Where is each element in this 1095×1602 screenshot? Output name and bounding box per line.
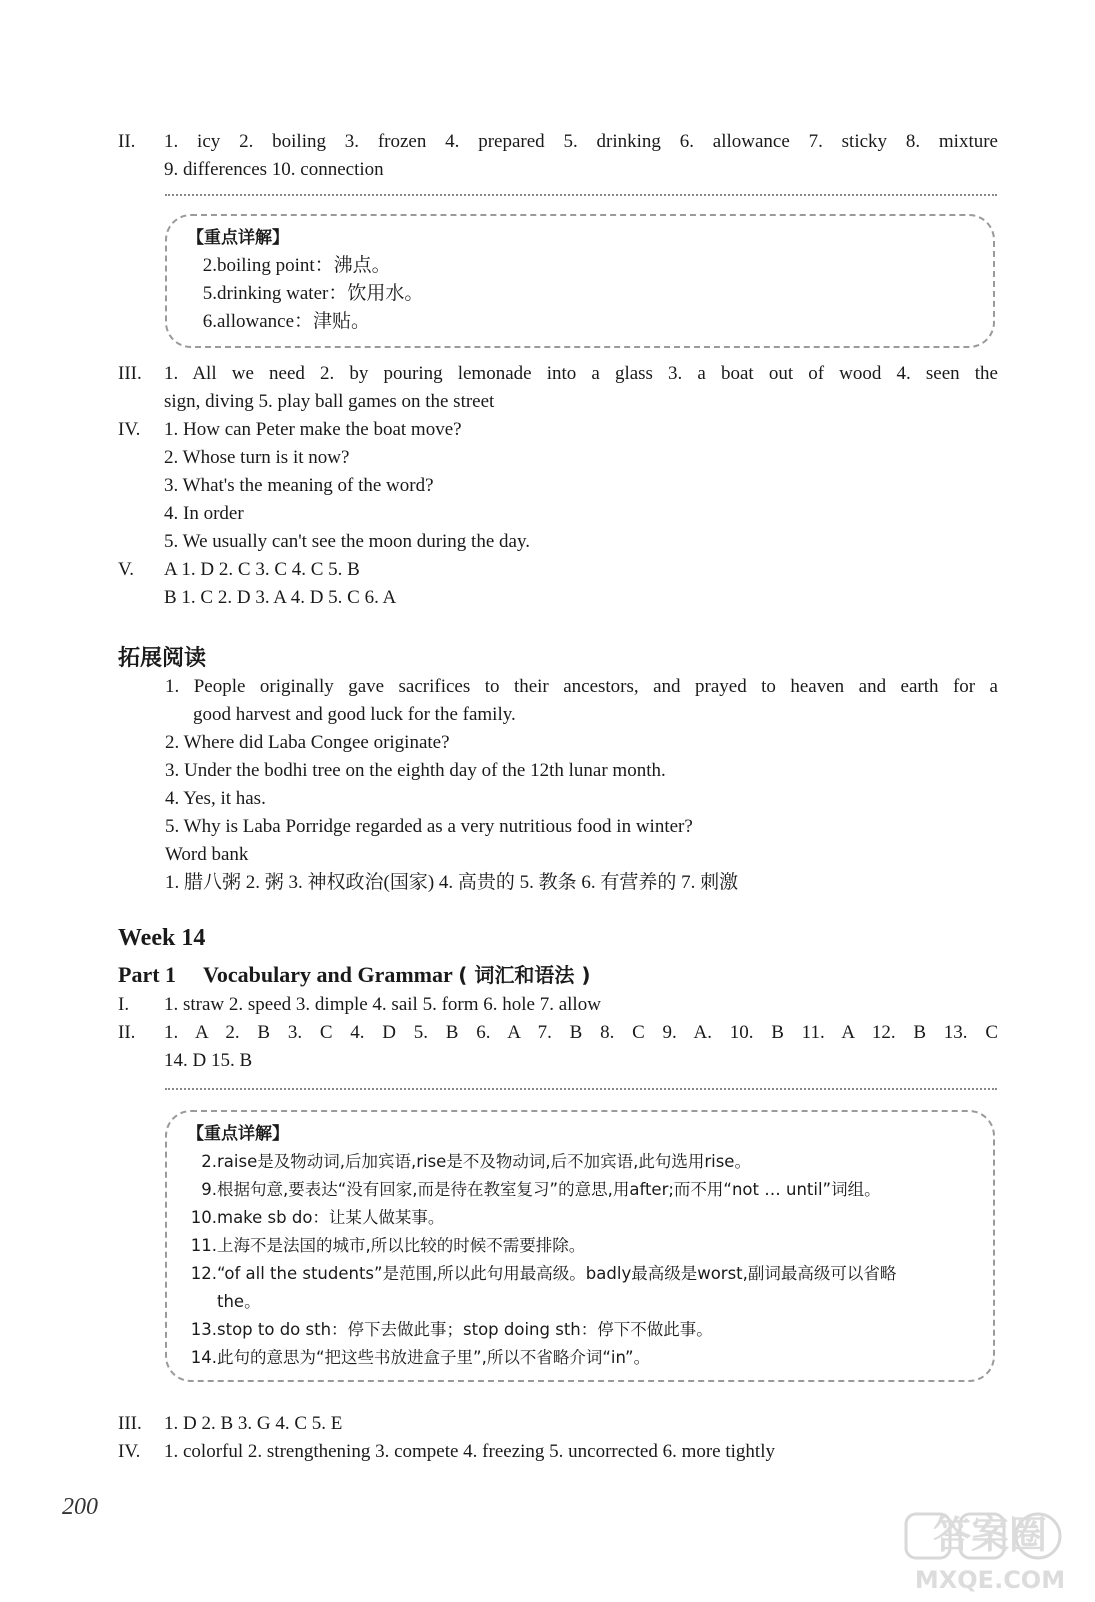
box-item: 2. boiling point：沸点。 xyxy=(202,255,391,276)
answer-line: 5. We usually can't see the moon during the day. xyxy=(164,531,530,552)
answer-line: 1. How can Peter make the boat move? xyxy=(164,419,462,440)
section-number: IV. xyxy=(118,1441,141,1462)
answer-line: 3. What's the meaning of the word? xyxy=(164,475,434,496)
section-v-a xyxy=(118,556,998,612)
answer-line: 14. D 15. B xyxy=(164,1050,253,1071)
box-item: 5. drinking water：饮用水。 xyxy=(202,283,424,304)
dotted-divider xyxy=(165,1088,997,1090)
section-number: II. xyxy=(118,131,136,152)
part-heading xyxy=(118,959,591,988)
answer-line: 2. Whose turn is it now? xyxy=(164,447,350,468)
reading-heading: 拓展阅读 xyxy=(118,646,207,671)
box-item: 2. raise是及物动词,后加宾语,rise是不及物动词,后不加宾语,此句选用rise。 xyxy=(201,1152,751,1171)
box-item: 14. 此句的意思为“把这些书放进盒子里”,所以不省略介词“in”。 xyxy=(190,1348,651,1367)
answer-line: 1. colorful 2. strengthening 3. compete 4. freezing 5. uncorrected 6. more tightly xyxy=(164,1441,775,1462)
box-item: 11. 上海不是法国的城市,所以比较的时候不需要排除。 xyxy=(190,1236,586,1255)
box-item: 9. 根据句意,要表达“没有回家,而是待在教室复习”的意思,用after;而不用“not … until”词组。 xyxy=(201,1180,881,1199)
answer-line: 1. A 2. B 3. C 4. D 5. B 6. A 7. B 8. C 9. A. 10. B 11. A 12. B 13. C xyxy=(164,1022,998,1043)
answer-line: 2. Where did Laba Congee originate? xyxy=(165,732,450,753)
section-iv-b xyxy=(118,1438,998,1466)
answer-line: good harvest and good luck for the family. xyxy=(193,704,516,725)
box-item: 13. stop to do sth：停下去做此事；stop doing sth：停下不做此事。 xyxy=(190,1320,713,1339)
watermark-logo-icon xyxy=(900,1508,1080,1596)
watermark-text-en: MXQE.COM xyxy=(914,1566,1066,1594)
answer-line: 4. Yes, it has. xyxy=(165,788,266,809)
section-reading xyxy=(118,673,998,897)
word-bank-label: Word bank xyxy=(165,844,249,865)
section-number: II. xyxy=(118,1022,136,1043)
watermark-text-cn: 答案圈 xyxy=(932,1513,1048,1557)
page-number: 200 xyxy=(62,1494,98,1520)
part-title-cn: ( 词汇和语法 ) xyxy=(458,963,591,987)
answer-line: 1. All we need 2. by pouring lemonade into a glass 3. a boat out of wood 4. seen the xyxy=(164,363,998,384)
answer-line: 3. Under the bodhi tree on the eighth day of the 12th lunar month. xyxy=(165,760,666,781)
answer-line: 1. straw 2. speed 3. dimple 4. sail 5. form 6. hole 7. allow xyxy=(164,994,601,1015)
key-explanation-box xyxy=(165,214,995,348)
answer-line: 9. differences 10. connection xyxy=(164,159,384,180)
section-iii-b xyxy=(118,1410,998,1438)
section-i-b xyxy=(118,991,998,1019)
section-number: III. xyxy=(118,363,142,384)
box-item: 10. make sb do：让某人做某事。 xyxy=(190,1208,445,1227)
watermark-logo xyxy=(900,1508,1080,1596)
answer-line: B 1. C 2. D 3. A 4. D 5. C 6. A xyxy=(164,587,397,608)
section-iv-a xyxy=(118,416,998,556)
answer-line: 1. D 2. B 3. G 4. C 5. E xyxy=(164,1413,343,1434)
box-item: the。 xyxy=(217,1292,261,1311)
answer-line: 1. People originally gave sacrifices to their ancestors, and prayed to heaven and earth for a xyxy=(165,676,998,697)
box-item: 12. “of all the students”是范围,所以此句用最高级。badly最高级是worst,副词最高级可以省略 xyxy=(190,1264,897,1283)
section-ii-b xyxy=(118,1019,998,1075)
week-title: Week 14 xyxy=(118,925,206,951)
key-explanation-box xyxy=(165,1110,995,1382)
box-heading: 【重点详解】 xyxy=(187,1124,289,1144)
answer-line: 4. In order xyxy=(164,503,244,524)
part-label: Part 1 xyxy=(118,962,177,987)
answer-line: A 1. D 2. C 3. C 4. C 5. B xyxy=(164,559,360,580)
answer-line: 5. Why is Laba Porridge regarded as a very nutritious food in winter? xyxy=(165,816,693,837)
box-heading: 【重点详解】 xyxy=(187,228,289,248)
answer-line: 1. icy 2. boiling 3. frozen 4. prepared 5. drinking 6. allowance 7. sticky 8. mixture xyxy=(164,131,998,152)
box-item: 6. allowance：津贴。 xyxy=(202,311,371,332)
section-ii-a xyxy=(118,128,998,184)
word-bank-list: 1. 腊八粥 2. 粥 3. 神权政治(国家) 4. 高贵的 5. 教条 6. 有营养的 7. 刺激 xyxy=(165,872,739,893)
section-number: V. xyxy=(118,559,135,580)
part-title: Vocabulary and Grammar xyxy=(203,962,453,987)
section-number: IV. xyxy=(118,419,141,440)
section-number: I. xyxy=(118,994,130,1015)
section-number: III. xyxy=(118,1413,142,1434)
section-iii-a xyxy=(118,360,998,416)
dotted-divider xyxy=(165,194,997,196)
answer-line: sign, diving 5. play ball games on the street xyxy=(164,391,495,412)
